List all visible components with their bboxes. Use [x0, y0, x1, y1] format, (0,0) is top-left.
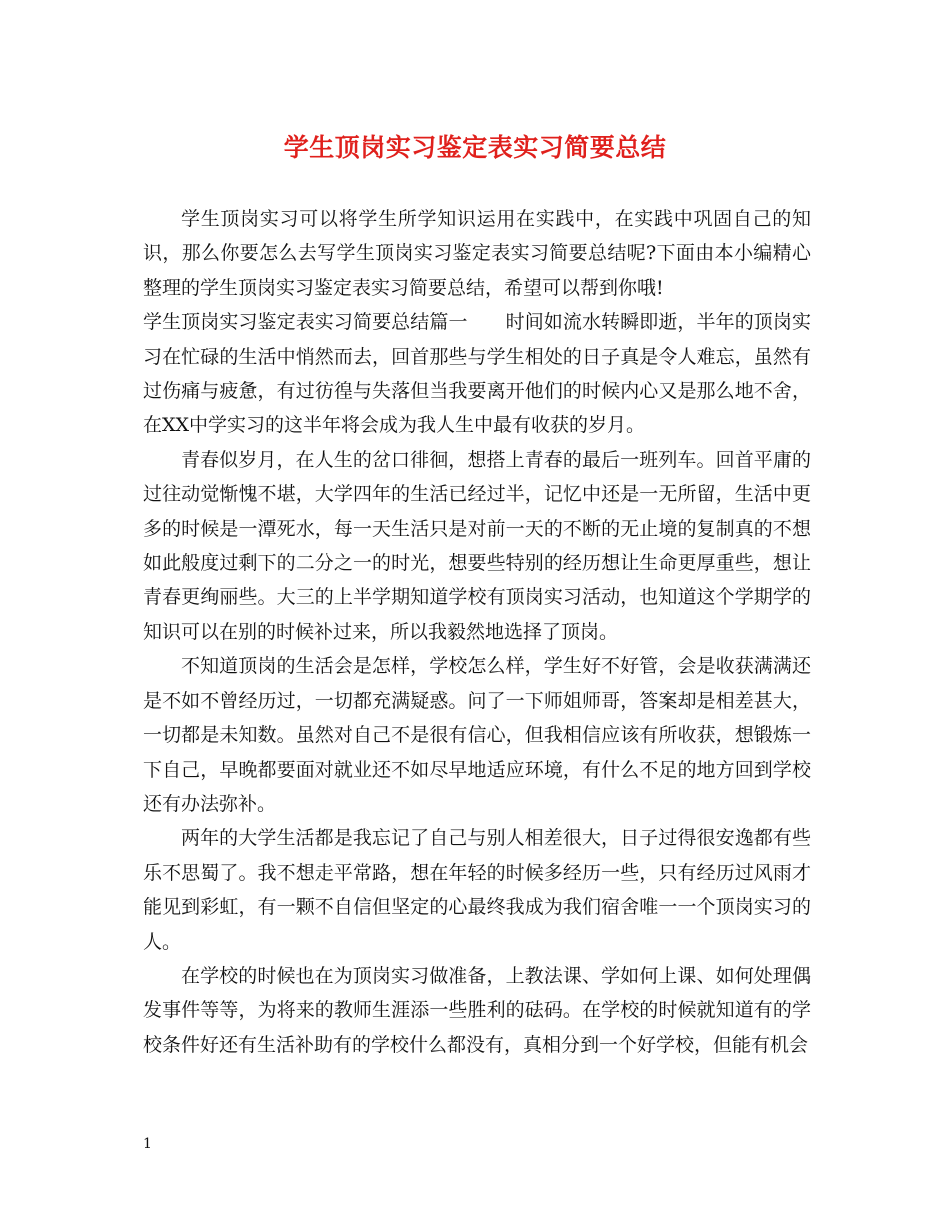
document-body [143, 202, 811, 1062]
body-paragraph: 在学校的时候也在为顶岗实习做准备，上教法课、学如何上课、如何处理偶发事件等等，为将来的教师生涯添一些胜利的砝码。在学校的时候就知道有的学校条件好还有生活补助有的学校什么都没有，真相分到一个好学校，但能有机会 [143, 964, 811, 1056]
page-number: 1 [143, 1136, 152, 1152]
document-title: 学生顶岗实习鉴定表实习简要总结 [283, 133, 667, 162]
body-paragraph: 不知道顶岗的生活会是怎样，学校怎么样，学生好不好管，会是收获满满还是不如不曾经历过，一切都充满疑惑。问了一下师姐师哥，答案却是相差甚大，一切都是未知数。虽然对自己不是很有信心，但我相信应该有所收获，想锻炼一下自己，早晚都要面对就业还不如尽早地适应环境，有什么不足的地方回到学校还有办法弥补。 [143, 655, 811, 815]
section-heading: 学生顶岗实习鉴定表实习简要总结篇一 [143, 311, 468, 334]
intro-paragraph: 学生顶岗实习可以将学生所学知识运用在实践中，在实践中巩固自己的知识，那么你要怎么去写学生顶岗实习鉴定表实习简要总结呢?下面由本小编精心整理的学生顶岗实习鉴定表实习简要总结，希望可以帮到你哦! [143, 208, 811, 299]
section-paragraph [143, 305, 811, 443]
body-paragraph: 青春似岁月，在人生的岔口徘徊，想搭上青春的最后一班列车。回首平庸的过往动觉惭愧不堪，大学四年的生活已经过半，记忆中还是一无所留，生活中更多的时候是一潭死水，每一天生活只是对前一天的不断的无止境的复制真的不想如此般度过剩下的二分之一的时光，想要些特别的经历想让生命更厚重些，想让青春更绚丽些。大三的上半学期知道学校有顶岗实习活动，也知道这个学期学的知识可以在别的时候补过来，所以我毅然地选择了顶岗。 [143, 448, 811, 643]
body-paragraph: 两年的大学生活都是我忘记了自己与别人相差很大，日子过得很安逸都有些乐不思蜀了。我不想走平常路，想在年轻的时候多经历一些，只有经历过风雨才能见到彩虹，有一颗不自信但坚定的心最终我成为我们宿舍唯一一个顶岗实习的人。 [143, 827, 811, 953]
section-text: 时间如流水转瞬即逝，半年的顶岗实习在忙碌的生活中悄然而去，回首那些与学生相处的日子真是令人难忘，虽然有过伤痛与疲惫，有过彷徨与失落但当我要离开他们的时候内心又是那么地不舍，在XX中学实习的这半年将会成为我人生中最有收获的岁月。 [143, 311, 811, 437]
